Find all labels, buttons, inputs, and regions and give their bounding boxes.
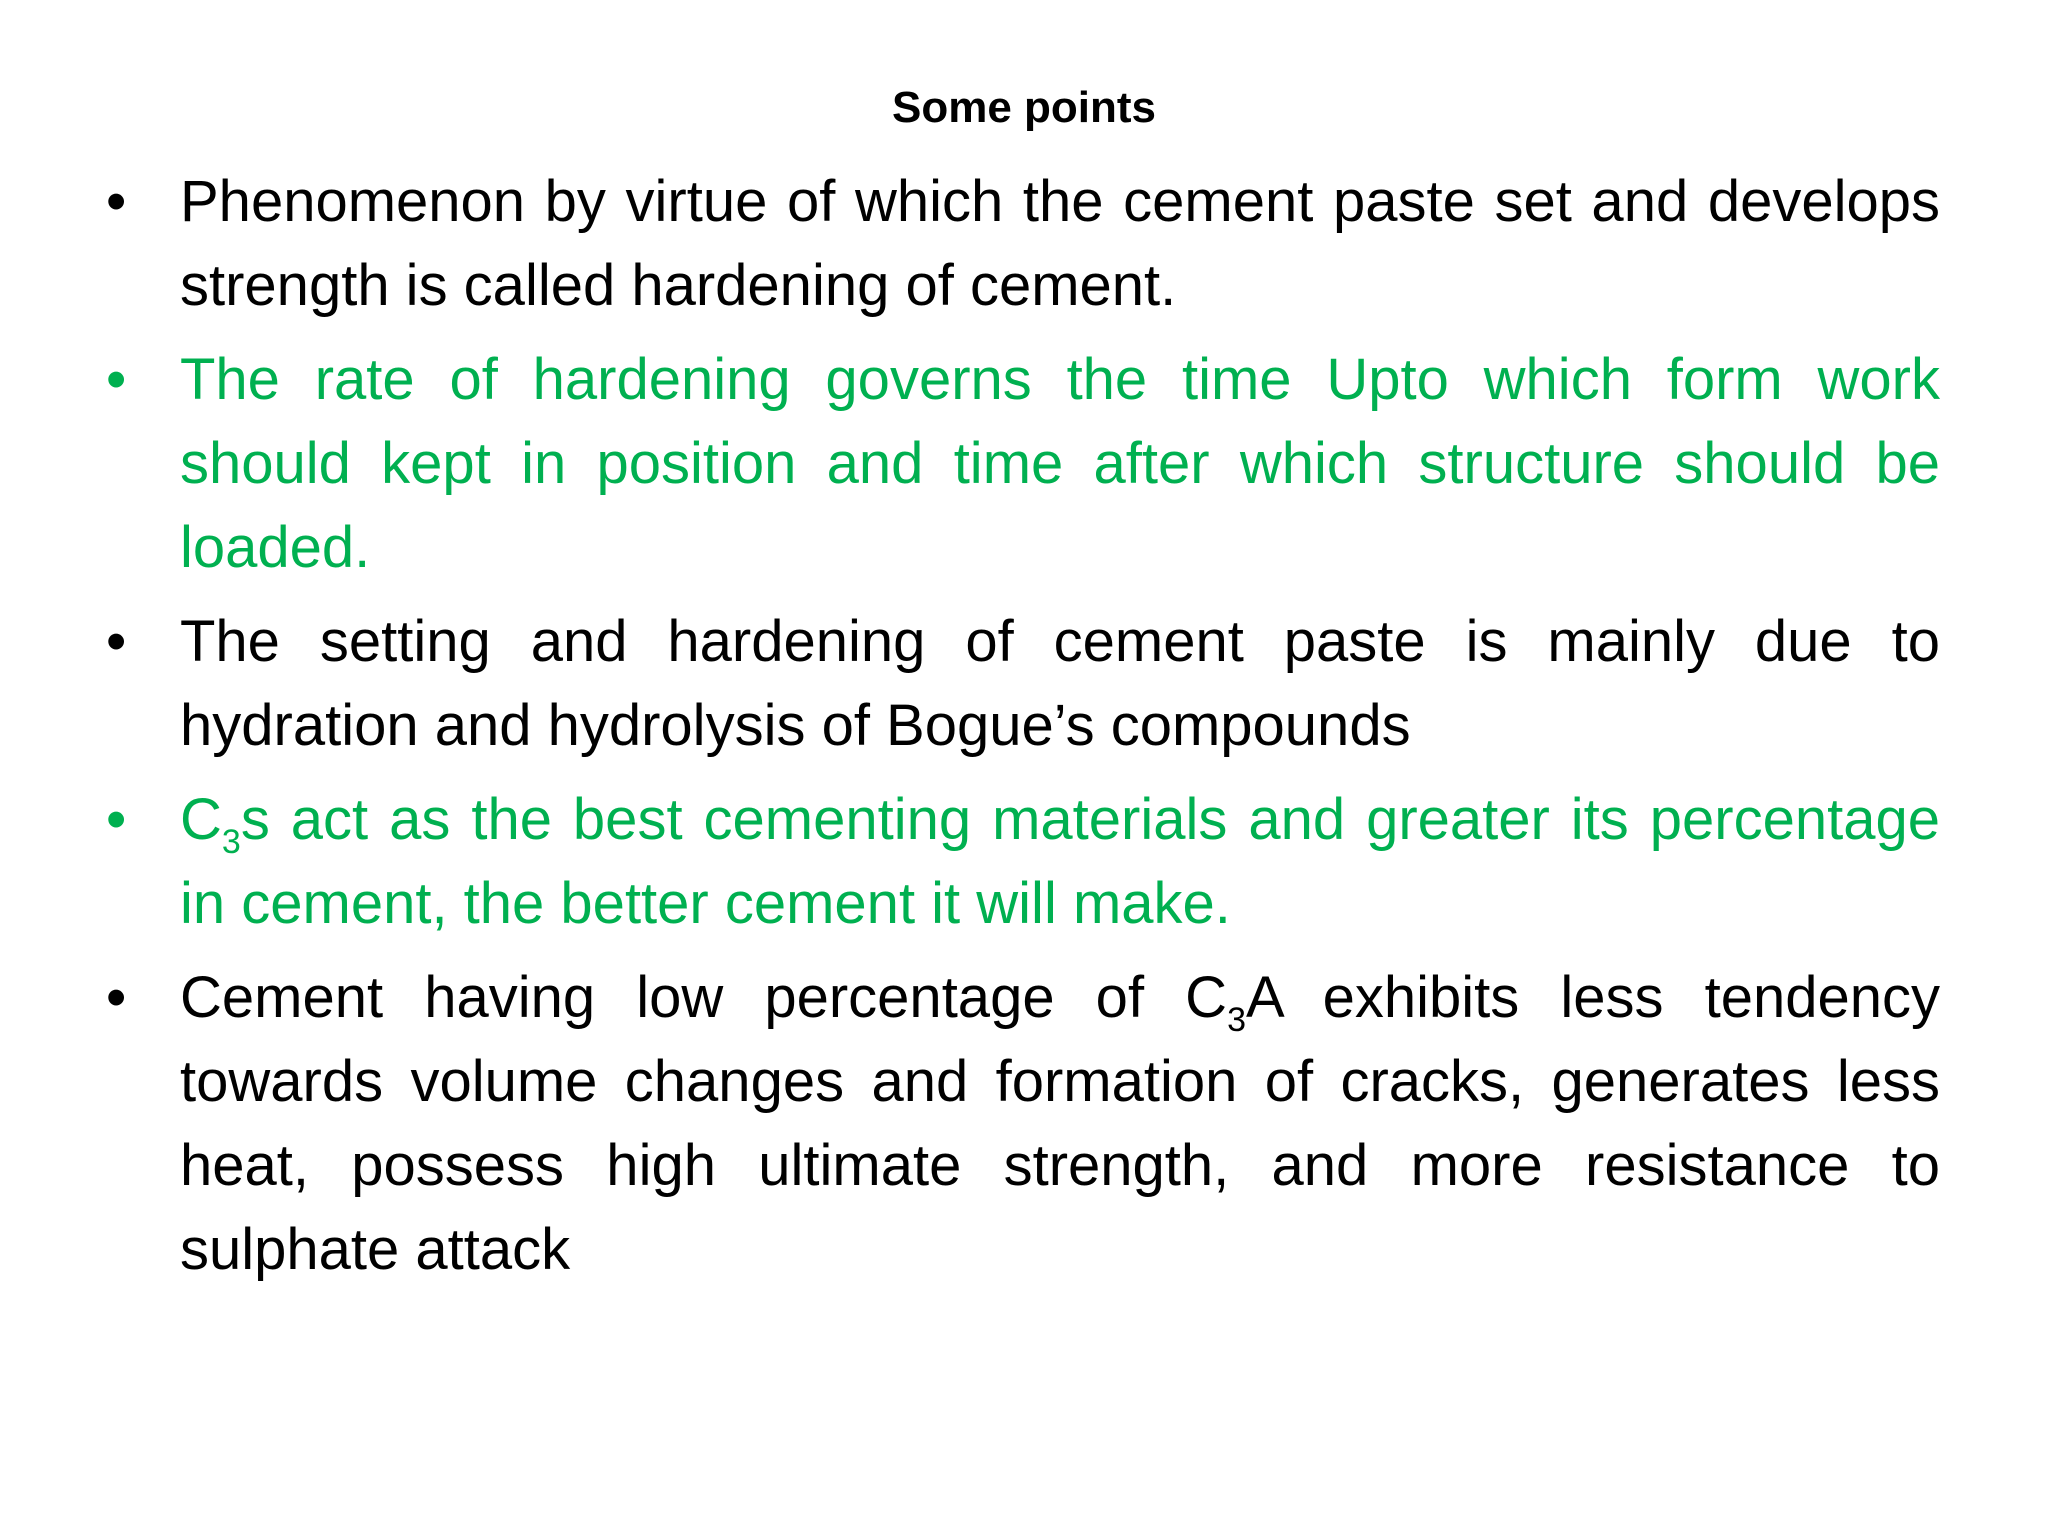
bullet-text [180,347,1940,580]
bullet-item [100,600,1940,768]
text-segment: A exhibits less tendency towards volume changes and formation of cracks, generates less heat, possess high ultimate strength, and more resistance to sulphate attack [180,965,1940,1282]
text-segment: The setting and hardening of cement paste is mainly due to hydration and hydrolysis of Bogue’s compounds [180,609,1940,758]
bullet-item [100,338,1940,590]
text-segment: Phenomenon by virtue of which the cement paste set and develops strength is called hardening of cement. [180,169,1940,318]
bullet-dot-icon: • [106,169,127,234]
bullet-text [180,169,1940,318]
bullet-text [180,965,1940,1282]
bullet-item [100,160,1940,328]
text-segment: s act as the best cementing materials and greater its percentage in cement, the better cement it will make. [180,787,1940,936]
slide-title: Some points [891,83,1157,132]
bullet-list [100,160,1940,1302]
bullet-item [100,956,1940,1292]
text-segment: The rate of hardening governs the time Upto which form work should kept in position and time after which structure should be loaded. [180,347,1940,580]
bullet-dot-icon: • [106,347,127,412]
bullet-item [100,778,1940,946]
text-segment: Cement having low percentage of C [180,965,1228,1030]
subscript: 3 [221,823,241,861]
bullet-text [180,609,1940,758]
bullet-text [180,787,1940,936]
bullet-dot-icon: • [106,965,127,1030]
bullet-dot-icon: • [106,787,127,852]
text-segment: C [180,787,222,852]
bullet-dot-icon: • [106,609,127,674]
subscript: 3 [1227,1001,1246,1039]
